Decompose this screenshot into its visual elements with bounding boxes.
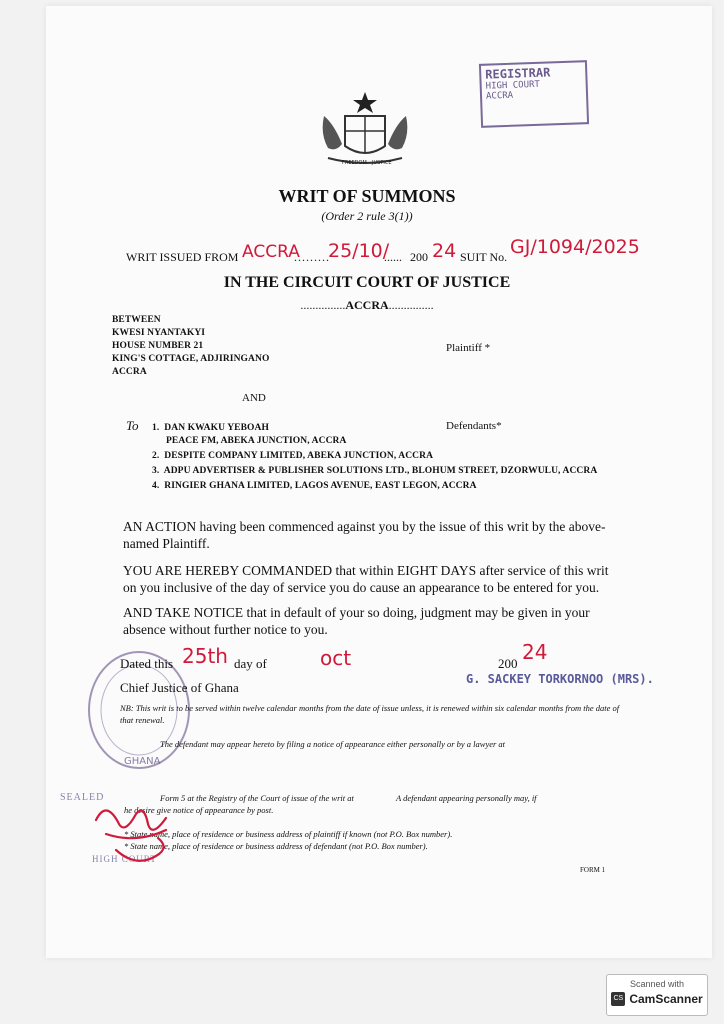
- state-defendant-note: * State name, place of residence or business address of defendant (not P.O. Box number).: [124, 841, 428, 851]
- defendant-item: 3. ADPU ADVERTISER & PUBLISHER SOLUTIONS LTD., BLOHUM STREET, DZORWULU, ACCRA: [152, 466, 598, 476]
- handwritten-date: 25/10/: [328, 240, 390, 262]
- document-subtitle: (Order 2 rule 3(1)): [321, 209, 413, 223]
- dated-year-prefix: 200: [498, 656, 518, 671]
- to-label: To: [126, 418, 139, 433]
- handwritten-year: 24: [432, 240, 457, 262]
- court-heading: IN THE CIRCUIT COURT OF JUSTICE: [223, 274, 511, 291]
- handwritten-month: oct: [320, 646, 352, 670]
- plaintiff-line: ACCRA: [112, 367, 147, 377]
- day-of-label: day of: [234, 656, 267, 671]
- handwritten-signature: [86, 790, 196, 880]
- registrar-stamp: [479, 60, 589, 128]
- stamp-line: ACCRA: [485, 90, 514, 102]
- motto-left: FREEDOM: [342, 160, 367, 166]
- defendant-item: 4. RINGIER GHANA LIMITED, LAGOS AVENUE, EAST LEGON, ACCRA: [152, 481, 477, 491]
- writ-issued-line: WRIT ISSUED FROM ACCRA ......... 25/10/ ...... 200 24 SUIT No. GJ/1094/2025: [126, 236, 640, 264]
- paragraph-notice: AND TAKE NOTICE that in default of your so doing, judgment may be given in your absence without further notice to you.: [123, 605, 590, 637]
- document-title: WRIT OF SUMMONS: [278, 186, 456, 206]
- defendant-personally-note: A defendant appearing personally may, if: [396, 793, 537, 803]
- paragraph-action: AN ACTION having been commenced against you by the issue of this writ by the above-named Plaintiff.: [123, 519, 606, 551]
- desire-note: he desire give notice of appearance by post.: [124, 805, 274, 815]
- between-label: BETWEEN: [112, 315, 161, 325]
- chief-justice-label: Chief Justice of Ghana: [120, 680, 239, 695]
- plaintiff-line: HOUSE NUMBER 21: [112, 341, 204, 351]
- stamp-line: REGISTRAR: [485, 65, 551, 82]
- camscanner-logo-icon: CS: [611, 992, 625, 1006]
- handwritten-suit-number: GJ/1094/2025: [510, 236, 640, 258]
- sealed-label: SEALED: [60, 792, 105, 803]
- nb-note: NB: This writ is to be served within twelve calendar months from the date of issue unless, it is renewed within six calendar months from the date of that renewal.: [120, 703, 620, 725]
- coat-of-arms-icon: [312, 86, 418, 178]
- defendants-list: [152, 422, 692, 493]
- state-plaintiff-note: * State name, place of residence or business address of plaintiff if known (not P.O. Box number).: [124, 829, 453, 839]
- suit-label: SUIT No.: [460, 250, 508, 264]
- court-location-line: ...............ACCRA...............: [300, 298, 434, 312]
- defendant-item: 1. DAN KWAKU YEBOAH: [152, 423, 269, 433]
- camscanner-watermark: [606, 974, 708, 1016]
- dated-label: Dated this: [120, 656, 174, 671]
- handwritten-place: ACCRA: [242, 242, 300, 262]
- and-label: AND: [242, 392, 266, 404]
- defendant-item: 2. DESPITE COMPANY LIMITED, ABEKA JUNCTION, ACCRA: [152, 451, 434, 461]
- appear-note: The defendant may appear hereto by filing a notice of appearance either personally or by a lawyer at: [160, 739, 506, 749]
- plaintiff-block: [112, 327, 269, 379]
- handwritten-day: 25th: [182, 644, 228, 668]
- plaintiff-role: Plaintiff *: [446, 342, 491, 354]
- writ-issued-label: WRIT ISSUED FROM: [126, 250, 239, 264]
- defendant-address: PEACE FM, ABEKA JUNCTION, ACCRA: [166, 436, 347, 446]
- chief-justice-stamp: G. SACKEY TORKORNOO (MRS).: [466, 672, 654, 686]
- plaintiff-line: KWESI NYANTAKYI: [112, 328, 206, 338]
- court-location: ACCRA: [345, 298, 389, 312]
- document-page: [46, 6, 712, 958]
- stamp-line: HIGH COURT: [485, 79, 541, 92]
- watermark-brand: CamScanner: [629, 992, 703, 1006]
- high-court-stamp: HIGH COURT: [92, 854, 157, 864]
- defendants-role: Defendants*: [446, 420, 502, 432]
- year-prefix: 200: [410, 250, 428, 264]
- form-label: FORM 1: [580, 866, 606, 874]
- handwritten-dated-year: 24: [522, 640, 548, 664]
- motto-right: JUSTICE: [372, 160, 392, 166]
- plaintiff-line: KING'S COTTAGE, ADJIRINGANO: [112, 354, 270, 364]
- watermark-caption: Scanned with: [629, 979, 685, 989]
- paragraph-commanded: YOU ARE HEREBY COMMANDED that within EIGHT DAYS after service of this writ on you inclusive of the day of service you do cause an appearance to be entered for you.: [123, 563, 609, 595]
- form5-note: Form 5 at the Registry of the Court of issue of the writ at: [160, 793, 354, 803]
- seal-text: GHANA: [124, 756, 161, 767]
